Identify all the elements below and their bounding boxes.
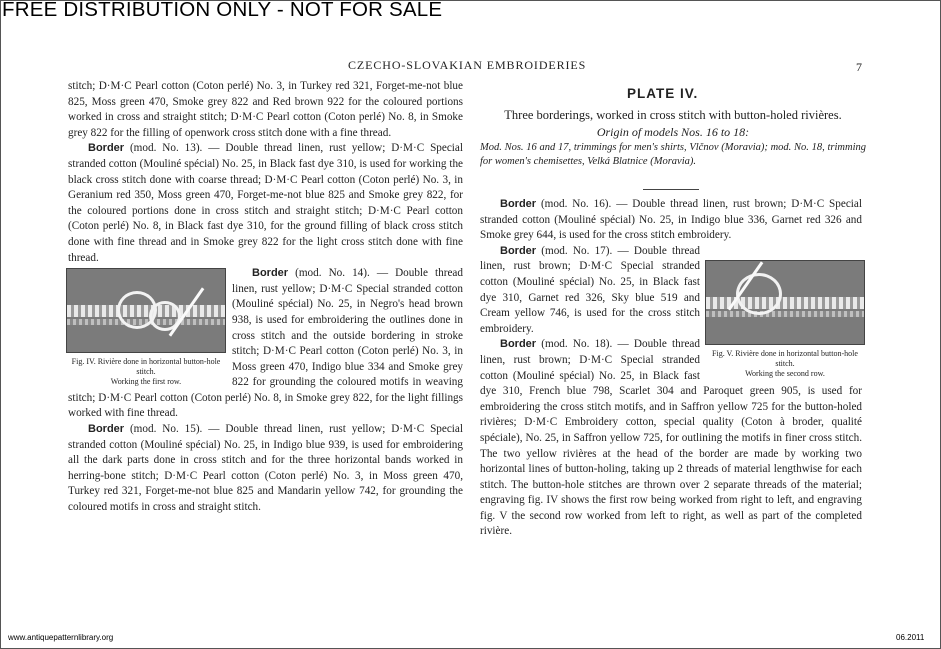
border-text: (mod. No. 17). — Double thread linen, rust brown; D·M·C Special stranded cotton (Mouliné spécial) No. 25, in Black fast dye 310, Garnet red 326, Sky blue 519 and Cream yellow 746, is used for the cross stitch embroidery. (480, 244, 700, 335)
plate-subtitle: Three borderings, worked in cross stitch with button-holed rivières. (504, 108, 842, 122)
figure-v-caption-line-1: Fig. V. Rivière done in horizontal button-hole stitch. (712, 348, 858, 368)
thread-loop-icon (736, 273, 782, 315)
border-label: Border (252, 267, 289, 280)
running-header: CZECHO-SLOVAKIAN EMBROIDERIES (348, 58, 587, 72)
left-paragraph-1: stitch; D·M·C Pearl cotton (Coton perlé) No. 3, in Turkey red 321, Forget-me-not blue 825, Moss green 470, Smoke grey 822 and Red brown 922 for the coloured portions worked in cross and straight stitch; D·M·C Pearl cotton (Coton perlé) No. 8, in Smoke grey 822 for the filling of openwork cross stitch done with a fine thread. (68, 80, 463, 139)
right-paragraph-1 (480, 197, 862, 244)
page-number: 7 (856, 60, 862, 74)
border-text: (mod. No. 13). — Double thread linen, rust yellow; D·M·C Special stranded cotton (Mouliné spécial) No. 25, in Black fast dye 310, is used for working the black cross stitch done with coarse thread; D·M·C Pearl cotton (Coton perlé) No. 3, in Geranium red 350, Moss green 470, Forget-me-not blue 825 and Smoke grey 822, for the coloured portions done in cross stitch and straight stitch; D·M·C Pearl cotton (Coton perlé) No. 8, in Black fast dye 310, for the ground filling of black cross stitch done with fine thread and in Smoke grey 822 for the light cross stitch done with fine thread. (68, 142, 463, 264)
border-label: Border (500, 198, 537, 210)
figure-v (705, 260, 865, 379)
footer-date: 06.2011 (896, 633, 925, 642)
border-text: (mod. No. 14). — Double thread linen, rust yellow; D·M·C Special stranded cotton (Mouliné spécial) No. 25, in Negro's head brown 938, is used for embroidering the outlines done in cross stitch and the outside bordering in stroke stitch; D·M·C Pearl cotton (Coton perlé) No. 3, in Moss green 470, Indigo blue 334 and Smoke grey 822 for grounding the coloured motifs in weaving stitch; D·M·C Pearl cotton (Coton perlé) No. 8, in Smoke grey 822, for the light fillings worked with fine thread. (68, 267, 463, 420)
border-text: (mod. No. 16). — Double thread linen, rust brown; D·M·C Special stranded cotton (Mouliné spécial) No. 25, in Indigo blue 336, Garnet red 326 and Smoke grey 644, is used for the cross stitch embroidery. (480, 198, 862, 242)
distribution-banner: FREE DISTRIBUTION ONLY - NOT FOR SALE (2, 0, 443, 21)
left-column (68, 79, 463, 516)
border-text: (mod. No. 15). — Double thread linen, rust yellow; D·M·C Special stranded cotton (Mouliné spécial) No. 25, in Indigo blue 939, is used for embroidering all the dark parts done in cross stitch and for the three horizontal bands worked in herring-bone stitch; D·M·C Pearl cotton (Coton perlé) No. 3, in Moss green 470, Turkey red 321, Forget-me-not blue 825 and Mandarin yellow 742, for grounding the coloured motifs in cross and straight stitch. (68, 423, 463, 514)
footer-website: www.antiquepatternlibrary.org (8, 633, 114, 642)
linen-weave-lower (706, 311, 864, 317)
figure-iv-caption-line-1: Fig. IV. Rivière done in horizontal button-hole stitch. (71, 357, 221, 377)
figure-iv-caption (66, 357, 226, 387)
figure-v-caption (705, 349, 865, 379)
figure-v-caption-line-2: Working the second row. (745, 368, 825, 378)
border-label: Border (88, 423, 125, 436)
border-label: Border (500, 338, 537, 351)
border-label: Border (500, 244, 537, 257)
figure-iv (66, 268, 226, 387)
plate-origin: Origin of models Nos. 16 to 18: (596, 125, 750, 139)
figure-iv-caption-line-2: Working the first row. (110, 377, 182, 387)
border-text: (mod. No. 18). — Double thread linen, rust brown; D·M·C Special stranded cotton (Mouliné spécial) No. 25, in Black fast dye 310, French blue 798, Scarlet 304 and Paroquet green 905, is used for embroidering the cross stitch motifs, and in Saffron yellow 725 for the button-holed rivières; D·M·C Embroidery cotton, special quality (Coton à broder, qualité spéciale), No. 25, in Saffron yellow 725, for outlining the motifs in finer cross stitch. The two yellow rivières at the head of the border are made by working two horizontal lines of button-holing, taking up 2 threads of material lengthwise for each stitch. The button-hole stitches are thrown over 2 separate threads of the material; engraving fig. IV shows the first row being worked from right to left, and engraving fig. V the second row worked from left to right, as well as part of the completed rivière. (480, 338, 862, 538)
figure-v-photo (705, 260, 865, 345)
right-column (480, 197, 862, 540)
left-paragraph-4 (68, 422, 463, 516)
figure-iv-photo (66, 268, 226, 353)
border-label: Border (88, 142, 125, 155)
left-paragraph-2 (68, 141, 463, 266)
section-divider (643, 189, 699, 190)
plate-models-note: Mod. Nos. 16 and 17, trimmings for men's shirts, Vlčnov (Moravia); mod. No. 18, trimming for women's chemisettes, Velká Blatnice (Moravia). (480, 142, 866, 167)
plate-title: PLATE IV. (627, 86, 699, 101)
